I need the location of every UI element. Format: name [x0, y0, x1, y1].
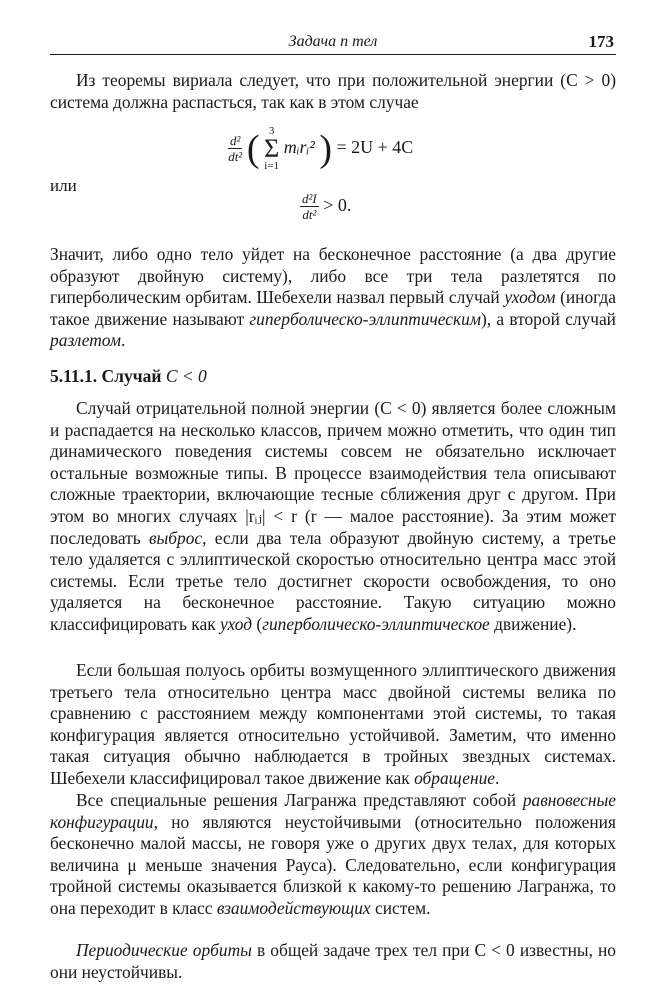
term-escape: уходом	[504, 287, 556, 308]
derivative-fraction	[228, 134, 242, 164]
text-run: .	[120, 330, 126, 351]
paragraph-negative-energy	[50, 398, 616, 636]
term-revolution: обращение	[414, 767, 495, 788]
paragraph-periodic	[50, 940, 616, 983]
text-run: Если большая полуось орбиты возмущенного эллиптического движения третьего тела относительно центра масс двойной системы велика по сравнению с расстоянием между компонентами этой системы, то такая конфигурация является относительно устойчивой. Заметим, что именно такая ситуация обычно наблюдается в тройных звездных системах. Шебехели классифицировал такое движение как	[50, 660, 616, 788]
term-periodic-orbits: Периодические орбиты	[76, 940, 252, 960]
text-run: , но являются неустойчивыми (относительно положения бесконечно малой массы, не говоря уже о других двух телах, для которых величина μ меньше значения Рауса). Следовательно, если конфигурация тройной системы оказывается близкой к какому-то решению Лагранжа, то она переходит в класс	[50, 811, 616, 918]
text-run: (иногда такое движение называют	[50, 287, 616, 329]
sum-upper-limit: 3	[268, 125, 275, 137]
text-run: систем.	[370, 897, 431, 918]
equation-virial	[228, 126, 413, 172]
sum-symbol: Σ	[264, 134, 280, 163]
summation	[264, 126, 279, 172]
inertia-fraction	[300, 192, 319, 222]
derivative-numerator: d²	[230, 133, 241, 148]
paragraph-lagrange	[50, 790, 616, 920]
paragraph-escape	[50, 244, 616, 352]
text-run: , если два тела образуют двойную систему, а третье тело удаляется с эллиптической скоростью относительно центра масс этой системы. Если третье тело достигнет скорости освобождения, то оно удаляется на бесконечное расстояние. Такую ситуацию можно классифицировать как	[50, 527, 616, 634]
derivative-denominator: dt²	[228, 149, 243, 164]
running-title: Задача n тел	[288, 33, 378, 50]
or-word: или	[50, 176, 77, 195]
paragraph-virial	[50, 70, 616, 113]
equation-rhs: = 2U + 4C	[336, 137, 414, 158]
section-heading	[50, 366, 207, 387]
text-run: Значит, либо одно тело уйдет на бесконечное расстояние (а два другие образуют двойную систему), либо все три тела разлетятся по гиперболическим орбитам. Шебехели назвал первый случай	[50, 244, 616, 308]
term-ejection: выброс	[148, 527, 203, 548]
inertia-rhs: > 0.	[323, 195, 352, 216]
text-run: Случай отрицательной полной энергии (C < 0) является более сложным и распадается на несколько классов, причем можно отметить, что один тип динамического поведения системы совсем не обязательно исключает остальные возможные типы. В процессе взаимодействия тела описывают сложные траектории, включающие тесные сближения друг с другом. При этом во многих случаях |rᵢⱼ| < r (r — малое расстояние). За этим может последовать	[50, 398, 616, 548]
text-run: движение).	[489, 613, 577, 634]
page-number: 173	[588, 32, 614, 51]
term-hyperbolic-elliptic: гиперболическо-эллиптическим	[249, 308, 481, 329]
inertia-denominator: dt²	[302, 207, 317, 222]
section-math: C < 0	[165, 366, 207, 386]
term-escape: уход	[220, 613, 253, 634]
page-header	[50, 30, 616, 55]
sum-lower-limit: i=1	[264, 160, 280, 172]
term-equilibrium: равновесные конфигурации	[50, 790, 616, 832]
text-run: Все специальные решения Лагранжа представляют собой	[76, 790, 523, 810]
text-run: в общей задаче трех тел при C < 0 известны, но они неустойчивы.	[50, 940, 616, 982]
text-run: .	[495, 767, 500, 788]
right-paren: )	[319, 128, 332, 170]
section-title: 5.11.1. Случай	[50, 366, 166, 386]
equation-inertia	[300, 192, 351, 222]
text-run: (	[252, 613, 263, 634]
term-interacting: взаимодействующих	[216, 897, 371, 918]
paragraph-revolution	[50, 660, 616, 790]
text-run: ), а второй случай	[480, 308, 616, 329]
left-paren: (	[246, 128, 260, 170]
summand: mᵢrᵢ²	[283, 137, 315, 158]
term-dispersal: разлетом	[50, 330, 121, 351]
term-hyperbolic-elliptic: гиперболическо-эллиптическое	[262, 613, 490, 634]
inertia-numerator: d²I	[302, 191, 317, 206]
paragraph-virial-text: Из теоремы вириала следует, что при положительной энергии (C > 0) система должна распасться, так как в этом случае	[50, 70, 616, 112]
